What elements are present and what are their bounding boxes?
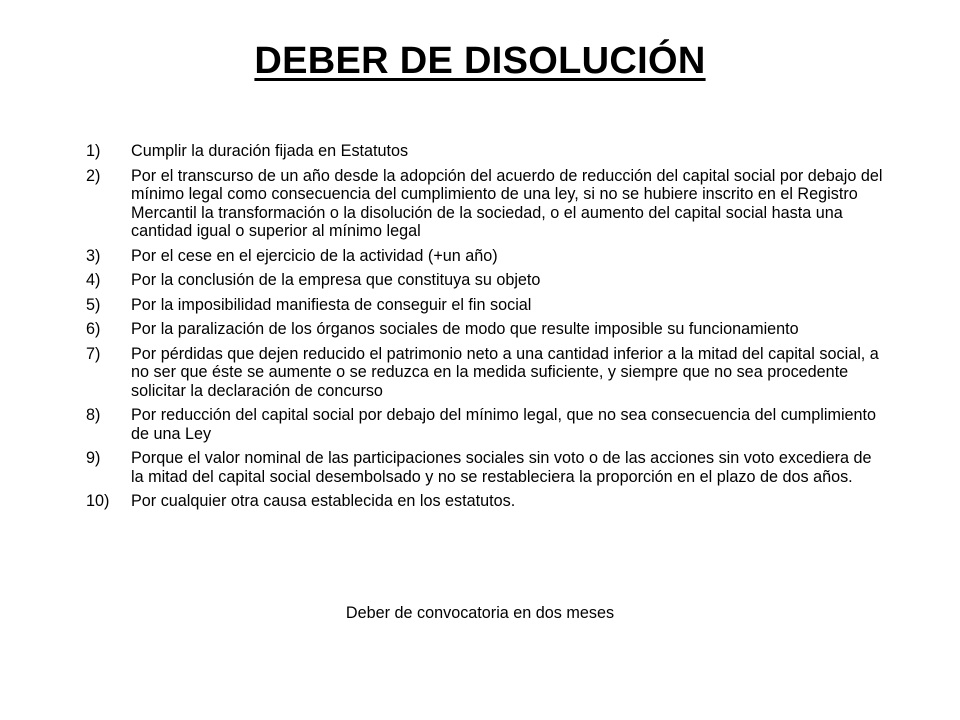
list-item-number: 8): [86, 406, 101, 424]
list-item-number: 9): [86, 449, 101, 467]
list-item-number: 7): [86, 344, 101, 363]
list-item-text: Por la imposibilidad manifiesta de conseguir el fin social: [131, 295, 532, 314]
list-item-number: 10): [86, 492, 110, 510]
list-item-text: Cumplir la duración fijada en Estatutos: [131, 142, 409, 160]
list-item-number: 3): [86, 246, 101, 265]
list-item: [86, 167, 886, 241]
list-item: [86, 142, 886, 161]
list-item: [86, 296, 886, 315]
list-item: [86, 271, 886, 290]
list-item-text: Por el transcurso de un año desde la adopción del acuerdo de reducción del capital social por debajo del mínimo legal como consecuencia del cumplimiento de una ley, si no se hubiere inscrito en el Registro Mercantil la transformación o la disolución de la sociedad, o el aumento del capital social hasta una cantidad igual o superior al mínimo legal: [131, 166, 883, 240]
list-item-text: Por la conclusión de la empresa que constituya su objeto: [131, 271, 541, 289]
list-item-number: 4): [86, 271, 101, 289]
list-item-number: 2): [86, 166, 101, 185]
list-item-text: Por cualquier otra causa establecida en los estatutos.: [131, 492, 516, 510]
list-item-text: Por pérdidas que dejen reducido el patrimonio neto a una cantidad inferior a la mitad del capital social, a no ser que éste se aumente o se reduzca en la medida suficiente, y siempre que no sea procedente solicitar la declaración de concurso: [131, 344, 879, 400]
list-item-text: Por reducción del capital social por debajo del mínimo legal, que no sea consecuencia del cumplimiento de una Ley: [131, 406, 877, 443]
list-item-text: Por la paralización de los órganos sociales de modo que resulte imposible su funcionamiento: [131, 320, 799, 338]
list-item: [86, 320, 886, 339]
list-item-number: 1): [86, 142, 101, 160]
list-item-number: 6): [86, 320, 101, 338]
list-item: [86, 492, 886, 511]
list-item: [86, 247, 886, 266]
list-item-number: 5): [86, 295, 101, 314]
list-item: [86, 345, 886, 401]
list-item: [86, 449, 886, 486]
list-item: [86, 406, 886, 443]
dissolution-causes-list: [86, 142, 886, 517]
footer-note: Deber de convocatoria en dos meses: [345, 604, 615, 622]
list-item-text: Por el cese en el ejercicio de la actividad (+un año): [131, 246, 498, 265]
list-item-text: Porque el valor nominal de las participaciones sociales sin voto o de las acciones sin voto excediera de la mitad del capital social desembolsado y no se restableciera la proporción en el plazo de dos años.: [131, 449, 872, 486]
slide-title: DEBER DE DISOLUCIÓN: [254, 40, 706, 82]
